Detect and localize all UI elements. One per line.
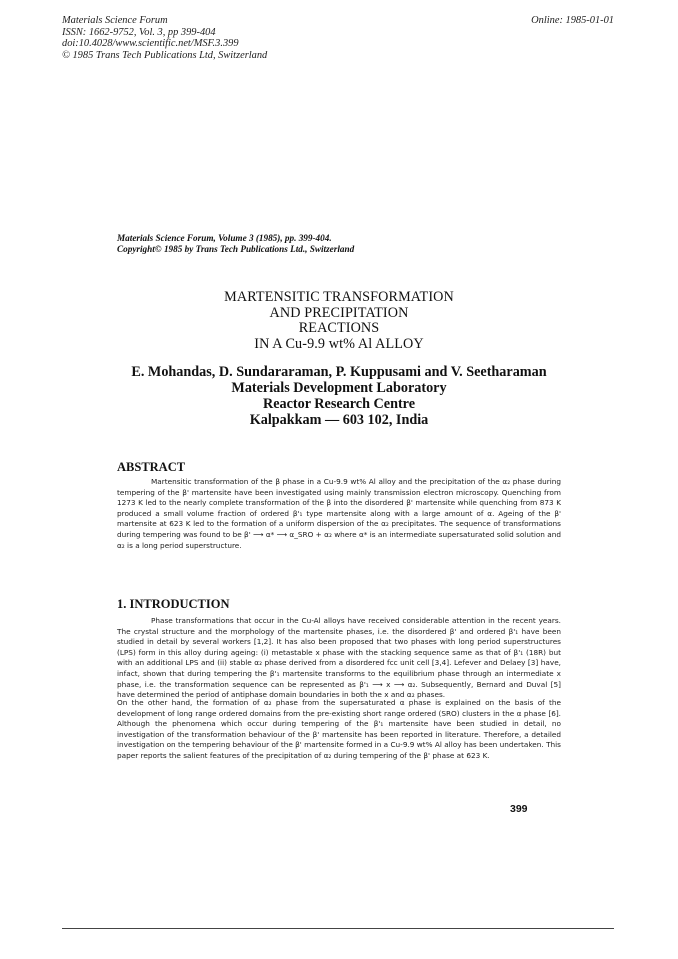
title-line-3: REACTIONS xyxy=(298,320,380,336)
online-date: Online: 1985-01-01 xyxy=(531,15,614,26)
introduction-paragraph-2: On the other hand, the formation of α₂ phase from the supersaturated α phase is explained on the basis of the development of long range ordered domains from the pre-existing short range ordered (SRO) clusters in the α phase [6]. Although the phenomena which occur during tempering of the β'₁ martensite have been studied in detail, no investigation of the transformation behaviour of the β' martensite has been reported in literature. Therefore, a detailed investigation on the tempering behaviour of the β' martensite formed in a Cu-9.9 wt% Al alloy has been undertaken. This paper reports the salient features of the precipitation of α₂ during tempering of the β' phase at 623 K. xyxy=(117,698,561,760)
citation-line-1: Materials Science Forum, Volume 3 (1985), pp. 399-404. xyxy=(117,233,332,243)
affiliation-line-1: Materials Development Laboratory xyxy=(231,380,447,396)
citation-block xyxy=(117,233,577,255)
author-block xyxy=(100,364,578,428)
abstract-heading: ABSTRACT xyxy=(117,460,186,474)
abstract-text: Martensitic transformation of the β phase in a Cu-9.9 wt% Al alloy and the precipitation of the α₂ phase during tempering of the β' martensite have been investigated using mainly transmission electron microscopy. Quenching from 1273 K led to the nearly complete transformation of the β into the disordered β' martensite while quenching from 873 K produced a small volume fraction of ordered β'₁ type martensite along with a large amount of α. Ageing of the β' martensite at 623 K led to the formation of a uniform dispersion of the α₂ precipitates. The sequence of transformations during tempering was found to be β' ⟶ α* ⟶ α_SRO + α₂ where α* is an intermediate supersaturated solid solution and α₂ is a long period superstructure. xyxy=(117,477,561,550)
copyright-line: © 1985 Trans Tech Publications Ltd, Switzerland xyxy=(62,49,268,61)
doi-line: doi:10.4028/www.scientific.net/MSF.3.399 xyxy=(62,38,239,50)
introduction-paragraph-1: Phase transformations that occur in the Cu-Al alloys have received considerable attention in the recent years. The crystal structure and the morphology of the martensite phases, i.e. the disordered β' and ordered β'₁ have been studied in detail by several workers [1,2]. It has also been proposed that two phases with long period superstructures (LPS) form in this alloy during ageing: (i) metastable x phase with the stacking sequence same as that of β'₁ (18R) but with an additional LPS and (ii) stable α₂ phase derived from a disordered fcc unit cell [3,4]. Lefever and Delaey [3] have, infact, shown that during tempering the β'₁ martensite transforms to the equilibrium phase through an intermediate x phase, i.e. the transformation sequence can be represented as β'₁ ⟶ x ⟶ α₂. Subsequently, Bernard and Duval [5] have determined the period of antiphase domain boundaries in both the x and α₂ phases. xyxy=(117,616,561,700)
issn-line: ISSN: 1662-9752, Vol. 3, pp 399-404 xyxy=(62,26,216,38)
paper-title xyxy=(117,290,561,352)
author-names: E. Mohandas, D. Sundararaman, P. Kuppusami and V. Seetharaman xyxy=(131,364,547,380)
affiliation-line-3: Kalpakkam — 603 102, India xyxy=(249,412,429,428)
footer-rule xyxy=(62,928,614,929)
title-line-1: MARTENSITIC TRANSFORMATION xyxy=(224,289,454,305)
journal-metadata xyxy=(62,15,442,61)
title-line-4: IN A Cu-9.9 wt% Al ALLOY xyxy=(254,335,424,352)
citation-line-2: Copyright© 1985 by Trans Tech Publications Ltd., Switzerland xyxy=(117,244,355,254)
title-line-2: AND PRECIPITATION xyxy=(269,304,409,321)
affiliation-line-2: Reactor Research Centre xyxy=(262,396,416,412)
introduction-heading: 1. INTRODUCTION xyxy=(117,597,230,611)
journal-name: Materials Science Forum xyxy=(62,15,168,26)
page-number: 399 xyxy=(510,803,528,815)
